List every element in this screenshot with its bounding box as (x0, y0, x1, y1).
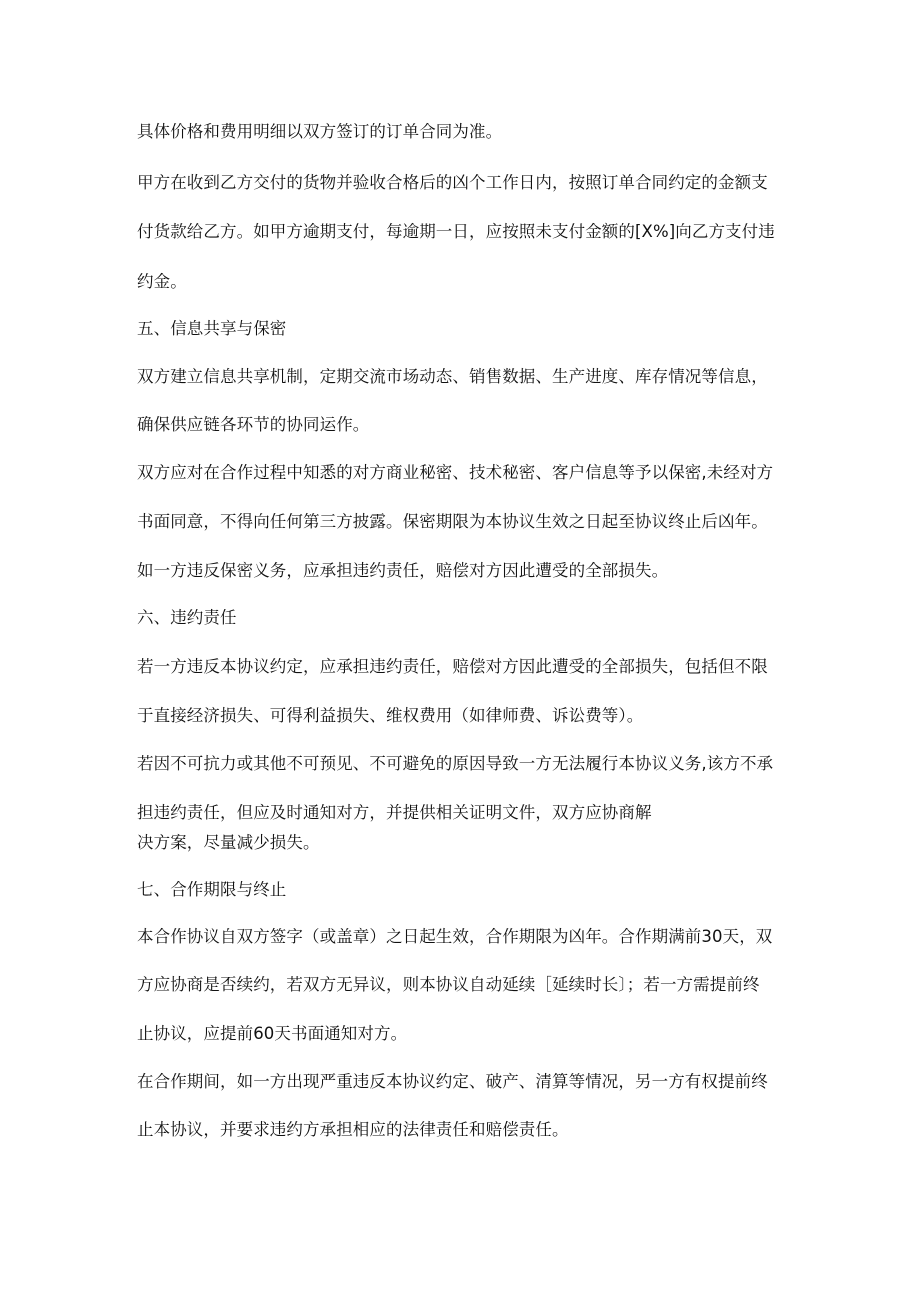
paragraph-line: 若因不可抗力或其他不可预见、不可避免的原因导致一方无法履行本协议义务,该方不承 (137, 754, 774, 773)
paragraph-line: 具体价格和费用明细以双方签订的订单合同为准。 (137, 122, 503, 141)
section-heading: 六、违约责任 (137, 608, 237, 627)
paragraph-line: 甲方在收到乙方交付的货物并验收合格后的凶个工作日内，按照订单合同约定的金额支 (137, 173, 768, 192)
paragraph-line: 若一方违反本协议约定，应承担违约责任，赔偿对方因此遭受的全部损失，包括但不限 (137, 657, 768, 676)
paragraph-line: 决方案，尽量减少损失。 (137, 833, 320, 852)
paragraph-line: 在合作期间，如一方出现严重违反本协议约定、破产、清算等情况，另一方有权提前终 (137, 1072, 768, 1091)
paragraph-line: 约金。 (137, 272, 187, 291)
paragraph-line: 书面同意，不得向任何第三方披露。保密期限为本协议生效之日起至协议终止后凶年。 (137, 512, 768, 531)
section-heading: 五、信息共享与保密 (137, 319, 287, 338)
paragraph-line: 如一方违反保密义务，应承担违约责任，赔偿对方因此遭受的全部损失。 (137, 561, 669, 580)
paragraph-line: 于直接经济损失、可得利益损失、维权费用（如律师费、诉讼费等）。 (137, 706, 644, 725)
paragraph-line: 付货款给乙方。如甲方逾期支付，每逾期一日，应按照未支付金额的[X%]向乙方支付违 (137, 222, 775, 241)
paragraph-line: 确保供应链各环节的协同运作。 (137, 415, 370, 434)
paragraph-line: 止本协议，并要求违约方承担相应的法律责任和赔偿责任。 (137, 1120, 569, 1139)
paragraph-line: 止协议，应提前60天书面通知对方。 (137, 1024, 408, 1043)
paragraph-line: 方应协商是否续约，若双方无异议，则本协议自动延续［延续时长〕；若一方需提前终 (137, 975, 760, 994)
paragraph-line: 担违约责任，但应及时通知对方，并提供相关证明文件，双方应协商解 (137, 803, 652, 822)
paragraph-line: 双方建立信息共享机制，定期交流市场动态、销售数据、生产进度、库存情况等信息， (137, 367, 768, 386)
paragraph-line: 双方应对在合作过程中知悉的对方商业秘密、技术秘密、客户信息等予以保密,未经对方 (137, 463, 774, 482)
paragraph-line: 本合作协议自双方签字（或盖章）之日起生效，合作期限为凶年。合作期满前30天，双 (137, 927, 773, 946)
section-heading: 七、合作期限与终止 (137, 880, 287, 899)
